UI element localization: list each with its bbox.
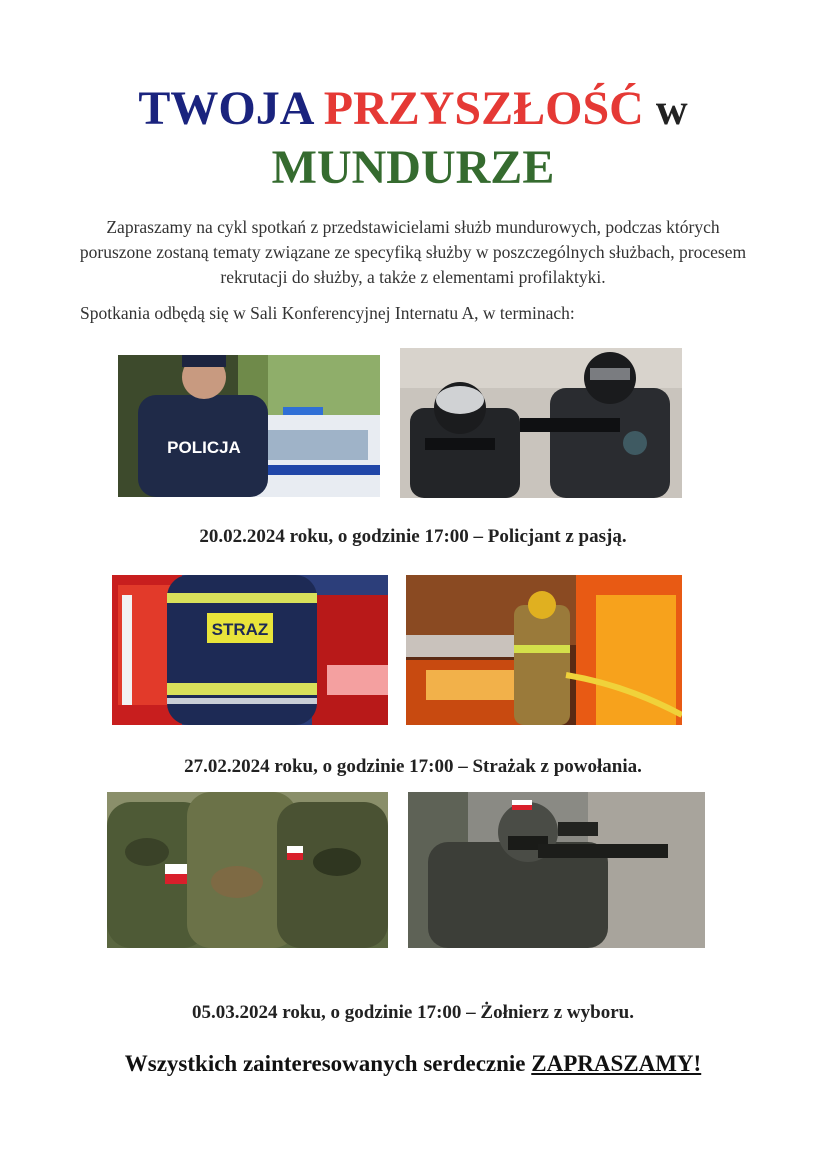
lead-paragraph: Spotkania odbędą się w Sali Konferencyjnej Internatu A, w terminach:	[80, 303, 575, 323]
soldier-rifle-photo	[408, 792, 705, 948]
closing-invitation	[0, 1051, 826, 1077]
intro-paragraph: Zapraszamy na cykl spotkań z przedstawicielami służb mundurowych, podczas których poruszone zostaną tematy związane ze specyfiką służby w poszczególnych służbach, procesem rekrutacji do służby, a także z elementami profilaktyki.	[79, 217, 747, 287]
soldiers-photo	[107, 792, 388, 948]
fire-badge-text: STRAZ	[211, 620, 269, 639]
meeting-date-fire: 27.02.2024 roku, o godzinie 17:00 – Strażak z powołania.	[184, 756, 642, 777]
closing-emphasis: ZAPRASZAMY!	[531, 1051, 702, 1076]
firefighter-back-photo	[112, 575, 388, 725]
closing-text: Wszystkich zainteresowanych serdecznie	[124, 1051, 532, 1076]
poster-title	[0, 80, 826, 197]
title-word-mundurze: MUNDURZE	[271, 141, 555, 194]
meeting-date-police: 20.02.2024 roku, o godzinie 17:00 – Policjant z pasją.	[199, 526, 627, 547]
meeting-date-army: 05.03.2024 roku, o godzinie 17:00 – Żołnierz z wyboru.	[192, 1002, 634, 1023]
police-badge-text: POLICJA	[167, 438, 241, 457]
special-forces-photo	[400, 348, 682, 498]
title-word-twoja: TWOJA	[138, 82, 312, 135]
firefighter-fire-photo	[406, 575, 682, 725]
title-word-w: w	[655, 85, 688, 134]
police-officer-photo	[118, 355, 380, 497]
title-word-przyszlosc: PRZYSZŁOŚĆ	[323, 82, 644, 135]
